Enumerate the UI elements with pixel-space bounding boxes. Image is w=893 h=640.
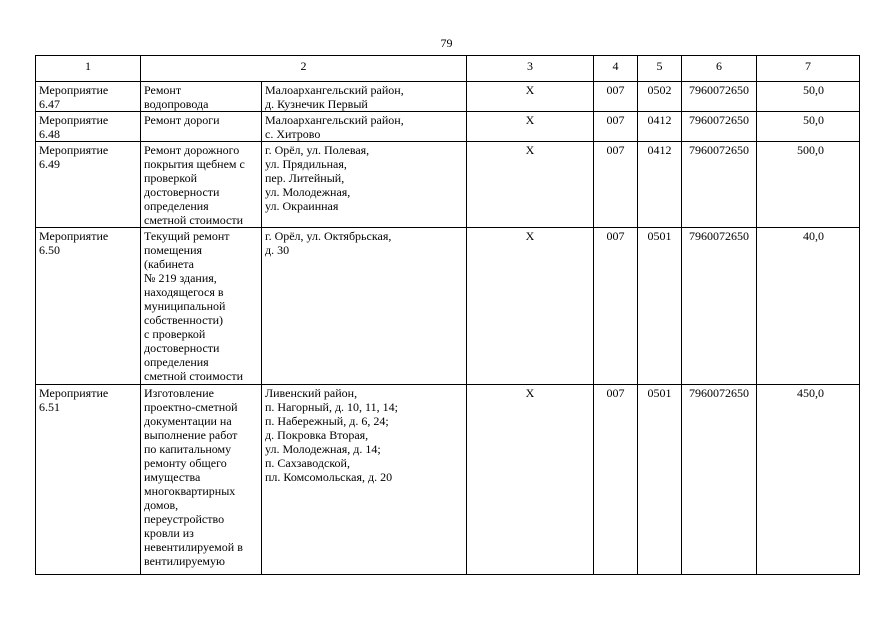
col3-cell: Х (467, 228, 594, 385)
location-cell: Малоархангельский район, д. Кузнечик Первый (262, 82, 467, 112)
column-header: 7 (757, 56, 860, 82)
amount-cell: 40,0 (757, 228, 860, 385)
col5-cell: 0502 (638, 82, 682, 112)
column-header: 4 (594, 56, 638, 82)
col4-cell: 007 (594, 385, 638, 575)
column-header: 6 (682, 56, 757, 82)
col6-cell: 7960072650 (682, 385, 757, 575)
col4-cell: 007 (594, 82, 638, 112)
col3-cell: Х (467, 142, 594, 228)
event-cell: Мероприятие 6.49 (36, 142, 141, 228)
amount-cell: 50,0 (757, 112, 860, 142)
work-cell: Текущий ремонт помещения (кабинета № 219 здания, находящегося в муниципальной собственности) с проверкой достоверности определения сметной стоимости (141, 228, 262, 385)
event-cell: Мероприятие 6.50 (36, 228, 141, 385)
col6-cell: 7960072650 (682, 82, 757, 112)
amount-cell: 50,0 (757, 82, 860, 112)
event-cell: Мероприятие 6.47 (36, 82, 141, 112)
col3-cell: Х (467, 112, 594, 142)
col6-cell: 7960072650 (682, 142, 757, 228)
column-header: 2 (141, 56, 467, 82)
table-row (36, 112, 860, 142)
col3-cell: Х (467, 385, 594, 575)
work-cell: Ремонт дорожного покрытия щебнем с проверкой достоверности определения сметной стоимости (141, 142, 262, 228)
col5-cell: 0501 (638, 385, 682, 575)
table-row (36, 142, 860, 228)
location-cell: Ливенский район, п. Нагорный, д. 10, 11, 14; п. Набережный, д. 6, 24; д. Покровка Вторая, ул. Молодежная, д. 14; п. Сахзаводской, пл. Комсомольская, д. 20 (262, 385, 467, 575)
col4-cell: 007 (594, 228, 638, 385)
col5-cell: 0412 (638, 112, 682, 142)
work-cell: Ремонт водопровода (141, 82, 262, 112)
event-cell: Мероприятие 6.51 (36, 385, 141, 575)
column-header: 3 (467, 56, 594, 82)
work-cell: Ремонт дороги (141, 112, 262, 142)
location-cell: г. Орёл, ул. Полевая, ул. Прядильная, пер. Литейный, ул. Молодежная, ул. Окраинная (262, 142, 467, 228)
column-header: 5 (638, 56, 682, 82)
table-row (36, 82, 860, 112)
col6-cell: 7960072650 (682, 112, 757, 142)
col6-cell: 7960072650 (682, 228, 757, 385)
table-row (36, 385, 860, 575)
col4-cell: 007 (594, 112, 638, 142)
column-header: 1 (36, 56, 141, 82)
amount-cell: 500,0 (757, 142, 860, 228)
page-number: 79 (440, 36, 453, 50)
col5-cell: 0501 (638, 228, 682, 385)
col5-cell: 0412 (638, 142, 682, 228)
location-cell: г. Орёл, ул. Октябрьская, д. 30 (262, 228, 467, 385)
table-header-row (36, 56, 860, 82)
col3-cell: Х (467, 82, 594, 112)
table-row (36, 228, 860, 385)
location-cell: Малоархангельский район, с. Хитрово (262, 112, 467, 142)
amount-cell: 450,0 (757, 385, 860, 575)
budget-table (35, 55, 860, 575)
work-cell: Изготовление проектно-сметной документации на выполнение работ по капитальному ремонту общего имущества многоквартирных домов, переустройство кровли из невентилируемой в вентилируемую (141, 385, 262, 575)
col4-cell: 007 (594, 142, 638, 228)
event-cell: Мероприятие 6.48 (36, 112, 141, 142)
